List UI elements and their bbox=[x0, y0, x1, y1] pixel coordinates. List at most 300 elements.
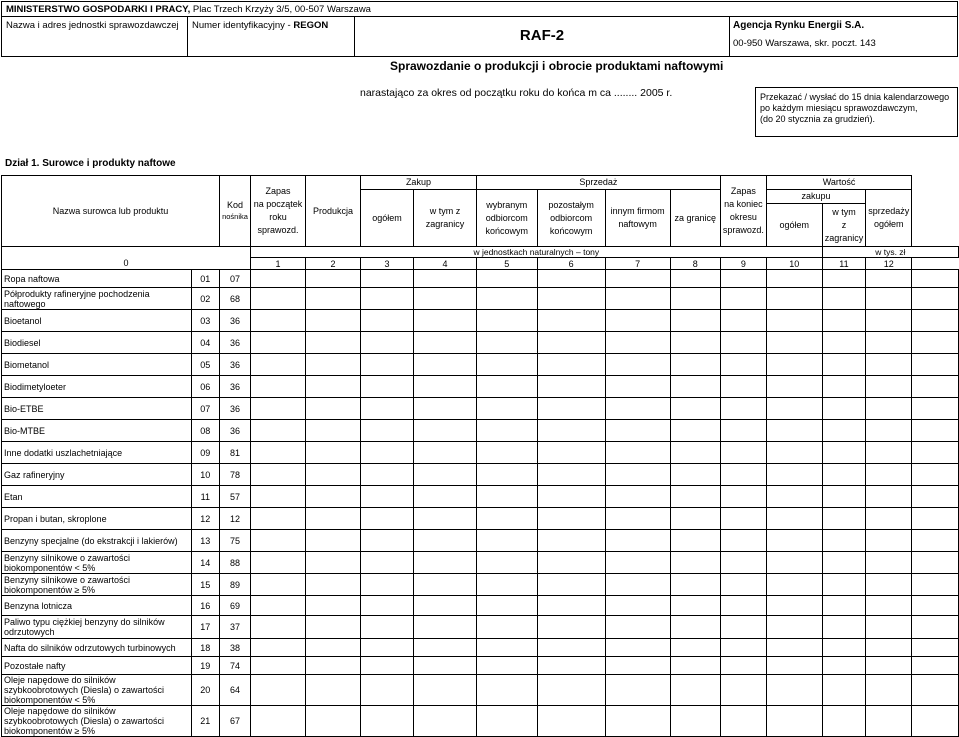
input-cell[interactable] bbox=[822, 706, 866, 737]
input-cell[interactable] bbox=[537, 596, 605, 616]
input-cell[interactable] bbox=[720, 398, 766, 420]
input-cell[interactable] bbox=[912, 270, 959, 288]
input-cell[interactable] bbox=[670, 420, 720, 442]
input-cell[interactable] bbox=[605, 639, 670, 657]
input-cell[interactable] bbox=[866, 442, 912, 464]
input-cell[interactable] bbox=[605, 574, 670, 596]
input-cell[interactable] bbox=[476, 398, 537, 420]
input-cell[interactable] bbox=[866, 310, 912, 332]
input-cell[interactable] bbox=[305, 442, 360, 464]
input-cell[interactable] bbox=[822, 464, 866, 486]
input-cell[interactable] bbox=[912, 288, 959, 310]
input-cell[interactable] bbox=[476, 706, 537, 737]
input-cell[interactable] bbox=[912, 310, 959, 332]
input-cell[interactable] bbox=[766, 675, 822, 706]
input-cell[interactable] bbox=[250, 639, 305, 657]
input-cell[interactable] bbox=[670, 442, 720, 464]
input-cell[interactable] bbox=[720, 442, 766, 464]
input-cell[interactable] bbox=[912, 657, 959, 675]
input-cell[interactable] bbox=[822, 596, 866, 616]
row-kod: 67 bbox=[220, 706, 251, 737]
input-cell[interactable] bbox=[476, 657, 537, 675]
input-cell[interactable] bbox=[766, 464, 822, 486]
input-cell[interactable] bbox=[670, 657, 720, 675]
input-cell[interactable] bbox=[720, 270, 766, 288]
input-cell[interactable] bbox=[414, 530, 477, 552]
input-cell[interactable] bbox=[360, 530, 413, 552]
input-cell[interactable] bbox=[476, 552, 537, 574]
input-cell[interactable] bbox=[605, 675, 670, 706]
input-cell[interactable] bbox=[537, 288, 605, 310]
input-cell[interactable] bbox=[414, 706, 477, 737]
input-cell[interactable] bbox=[414, 486, 477, 508]
input-cell[interactable] bbox=[866, 486, 912, 508]
input-cell[interactable] bbox=[537, 530, 605, 552]
input-cell[interactable] bbox=[305, 354, 360, 376]
input-cell[interactable] bbox=[720, 675, 766, 706]
input-cell[interactable] bbox=[766, 398, 822, 420]
input-cell[interactable] bbox=[414, 288, 477, 310]
input-cell[interactable] bbox=[766, 552, 822, 574]
input-cell[interactable] bbox=[912, 574, 959, 596]
input-cell[interactable] bbox=[670, 270, 720, 288]
input-cell[interactable] bbox=[250, 420, 305, 442]
input-cell[interactable] bbox=[605, 270, 670, 288]
input-cell[interactable] bbox=[537, 310, 605, 332]
input-cell[interactable] bbox=[720, 530, 766, 552]
input-cell[interactable] bbox=[360, 288, 413, 310]
input-cell[interactable] bbox=[766, 574, 822, 596]
input-cell[interactable] bbox=[250, 616, 305, 639]
input-cell[interactable] bbox=[866, 657, 912, 675]
input-cell[interactable] bbox=[670, 288, 720, 310]
input-cell[interactable] bbox=[537, 675, 605, 706]
input-cell[interactable] bbox=[766, 508, 822, 530]
input-cell[interactable] bbox=[250, 398, 305, 420]
input-cell[interactable] bbox=[476, 616, 537, 639]
input-cell[interactable] bbox=[250, 376, 305, 398]
input-cell[interactable] bbox=[912, 706, 959, 737]
input-cell[interactable] bbox=[476, 675, 537, 706]
input-cell[interactable] bbox=[822, 310, 866, 332]
input-cell[interactable] bbox=[605, 420, 670, 442]
input-cell[interactable] bbox=[912, 675, 959, 706]
input-cell[interactable] bbox=[360, 398, 413, 420]
input-cell[interactable] bbox=[720, 288, 766, 310]
input-cell[interactable] bbox=[414, 596, 477, 616]
input-cell[interactable] bbox=[537, 398, 605, 420]
input-cell[interactable] bbox=[414, 675, 477, 706]
input-cell[interactable] bbox=[605, 464, 670, 486]
input-cell[interactable] bbox=[766, 596, 822, 616]
row-number: 16 bbox=[191, 596, 220, 616]
input-cell[interactable] bbox=[720, 706, 766, 737]
input-cell[interactable] bbox=[250, 574, 305, 596]
input-cell[interactable] bbox=[537, 486, 605, 508]
input-cell[interactable] bbox=[866, 354, 912, 376]
input-cell[interactable] bbox=[912, 354, 959, 376]
input-cell[interactable] bbox=[766, 639, 822, 657]
table-row bbox=[2, 288, 959, 310]
input-cell[interactable] bbox=[605, 486, 670, 508]
input-cell[interactable] bbox=[866, 464, 912, 486]
input-cell[interactable] bbox=[912, 464, 959, 486]
input-cell[interactable] bbox=[866, 332, 912, 354]
input-cell[interactable] bbox=[305, 675, 360, 706]
input-cell[interactable] bbox=[414, 657, 477, 675]
input-cell[interactable] bbox=[305, 552, 360, 574]
input-cell[interactable] bbox=[866, 596, 912, 616]
table-row bbox=[2, 657, 959, 675]
input-cell[interactable] bbox=[360, 420, 413, 442]
input-cell[interactable] bbox=[866, 508, 912, 530]
input-cell[interactable] bbox=[537, 508, 605, 530]
input-cell[interactable] bbox=[822, 398, 866, 420]
input-cell[interactable] bbox=[605, 616, 670, 639]
input-cell[interactable] bbox=[822, 508, 866, 530]
input-cell[interactable] bbox=[360, 442, 413, 464]
input-cell[interactable] bbox=[250, 310, 305, 332]
input-cell[interactable] bbox=[605, 376, 670, 398]
input-cell[interactable] bbox=[822, 675, 866, 706]
input-cell[interactable] bbox=[476, 639, 537, 657]
input-cell[interactable] bbox=[766, 657, 822, 675]
input-cell[interactable] bbox=[414, 270, 477, 288]
input-cell[interactable] bbox=[360, 657, 413, 675]
input-cell[interactable] bbox=[414, 420, 477, 442]
input-cell[interactable] bbox=[250, 464, 305, 486]
input-cell[interactable] bbox=[605, 530, 670, 552]
input-cell[interactable] bbox=[305, 376, 360, 398]
input-cell[interactable] bbox=[360, 310, 413, 332]
input-cell[interactable] bbox=[670, 596, 720, 616]
input-cell[interactable] bbox=[866, 270, 912, 288]
input-cell[interactable] bbox=[476, 574, 537, 596]
input-cell[interactable] bbox=[476, 442, 537, 464]
input-cell[interactable] bbox=[866, 706, 912, 737]
input-cell[interactable] bbox=[766, 530, 822, 552]
input-cell[interactable] bbox=[250, 552, 305, 574]
row-kod: 75 bbox=[220, 530, 251, 552]
input-cell[interactable] bbox=[912, 398, 959, 420]
units-pln: w tys. zł bbox=[822, 247, 958, 258]
input-cell[interactable] bbox=[537, 574, 605, 596]
input-cell[interactable] bbox=[766, 310, 822, 332]
input-cell[interactable] bbox=[822, 639, 866, 657]
input-cell[interactable] bbox=[605, 657, 670, 675]
input-cell[interactable] bbox=[605, 706, 670, 737]
input-cell[interactable] bbox=[360, 376, 413, 398]
input-cell[interactable] bbox=[670, 706, 720, 737]
input-cell[interactable] bbox=[766, 332, 822, 354]
input-cell[interactable] bbox=[912, 332, 959, 354]
input-cell[interactable] bbox=[476, 354, 537, 376]
input-cell[interactable] bbox=[670, 310, 720, 332]
column-number: 11 bbox=[822, 258, 866, 270]
input-cell[interactable] bbox=[476, 332, 537, 354]
input-cell[interactable] bbox=[360, 486, 413, 508]
deadline-line-1: Przekazać / wysłać do 15 dnia kalendarzowego bbox=[760, 92, 950, 102]
input-cell[interactable] bbox=[822, 657, 866, 675]
input-cell[interactable] bbox=[720, 508, 766, 530]
input-cell[interactable] bbox=[822, 530, 866, 552]
input-cell[interactable] bbox=[414, 639, 477, 657]
input-cell[interactable] bbox=[720, 657, 766, 675]
input-cell[interactable] bbox=[414, 574, 477, 596]
input-cell[interactable] bbox=[476, 508, 537, 530]
input-cell[interactable] bbox=[537, 639, 605, 657]
units-spacer bbox=[2, 247, 251, 258]
input-cell[interactable] bbox=[414, 398, 477, 420]
input-cell[interactable] bbox=[605, 398, 670, 420]
input-cell[interactable] bbox=[605, 508, 670, 530]
input-cell[interactable] bbox=[822, 574, 866, 596]
input-cell[interactable] bbox=[912, 596, 959, 616]
row-number: 11 bbox=[191, 486, 220, 508]
input-cell[interactable] bbox=[476, 420, 537, 442]
input-cell[interactable] bbox=[414, 552, 477, 574]
input-cell[interactable] bbox=[250, 486, 305, 508]
input-cell[interactable] bbox=[720, 420, 766, 442]
input-cell[interactable] bbox=[670, 398, 720, 420]
input-cell[interactable] bbox=[360, 508, 413, 530]
input-cell[interactable] bbox=[305, 270, 360, 288]
row-number: 14 bbox=[191, 552, 220, 574]
input-cell[interactable] bbox=[250, 270, 305, 288]
input-cell[interactable] bbox=[305, 288, 360, 310]
input-cell[interactable] bbox=[414, 616, 477, 639]
input-cell[interactable] bbox=[476, 310, 537, 332]
input-cell[interactable] bbox=[537, 354, 605, 376]
row-kod: 36 bbox=[220, 332, 251, 354]
input-cell[interactable] bbox=[822, 270, 866, 288]
input-cell[interactable] bbox=[414, 442, 477, 464]
input-cell[interactable] bbox=[360, 552, 413, 574]
row-name: Etan bbox=[2, 486, 192, 508]
input-cell[interactable] bbox=[250, 675, 305, 706]
input-cell[interactable] bbox=[866, 420, 912, 442]
row-kod: 88 bbox=[220, 552, 251, 574]
input-cell[interactable] bbox=[822, 486, 866, 508]
input-cell[interactable] bbox=[537, 420, 605, 442]
row-name: Biodimetyloeter bbox=[2, 376, 192, 398]
input-cell[interactable] bbox=[305, 508, 360, 530]
input-cell[interactable] bbox=[305, 596, 360, 616]
input-cell[interactable] bbox=[605, 596, 670, 616]
input-cell[interactable] bbox=[670, 616, 720, 639]
input-cell[interactable] bbox=[537, 657, 605, 675]
input-cell[interactable] bbox=[476, 288, 537, 310]
input-cell[interactable] bbox=[912, 508, 959, 530]
input-cell[interactable] bbox=[360, 332, 413, 354]
table-row bbox=[2, 508, 959, 530]
input-cell[interactable] bbox=[414, 376, 477, 398]
input-cell[interactable] bbox=[766, 442, 822, 464]
input-cell[interactable] bbox=[360, 596, 413, 616]
col-wartosc-header: Wartość bbox=[766, 176, 911, 190]
row-number: 02 bbox=[191, 288, 220, 310]
row-name: Półprodukty rafineryjne pochodzenia naftowego bbox=[2, 288, 192, 310]
input-cell[interactable] bbox=[720, 639, 766, 657]
input-cell[interactable] bbox=[305, 574, 360, 596]
input-cell[interactable] bbox=[305, 486, 360, 508]
input-cell[interactable] bbox=[912, 530, 959, 552]
input-cell[interactable] bbox=[305, 310, 360, 332]
input-cell[interactable] bbox=[720, 354, 766, 376]
input-cell[interactable] bbox=[720, 486, 766, 508]
row-number: 15 bbox=[191, 574, 220, 596]
input-cell[interactable] bbox=[766, 270, 822, 288]
input-cell[interactable] bbox=[360, 574, 413, 596]
input-cell[interactable] bbox=[305, 332, 360, 354]
input-cell[interactable] bbox=[766, 354, 822, 376]
input-cell[interactable] bbox=[766, 288, 822, 310]
input-cell[interactable] bbox=[912, 616, 959, 639]
input-cell[interactable] bbox=[605, 552, 670, 574]
input-cell[interactable] bbox=[537, 376, 605, 398]
input-cell[interactable] bbox=[305, 657, 360, 675]
input-cell[interactable] bbox=[537, 616, 605, 639]
input-cell[interactable] bbox=[605, 332, 670, 354]
input-cell[interactable] bbox=[912, 486, 959, 508]
input-cell[interactable] bbox=[476, 530, 537, 552]
row-kod: 81 bbox=[220, 442, 251, 464]
input-cell[interactable] bbox=[360, 464, 413, 486]
input-cell[interactable] bbox=[250, 657, 305, 675]
input-cell[interactable] bbox=[822, 288, 866, 310]
input-cell[interactable] bbox=[670, 376, 720, 398]
input-cell[interactable] bbox=[766, 486, 822, 508]
input-cell[interactable] bbox=[766, 420, 822, 442]
input-cell[interactable] bbox=[605, 442, 670, 464]
input-cell[interactable] bbox=[537, 464, 605, 486]
input-cell[interactable] bbox=[720, 310, 766, 332]
input-cell[interactable] bbox=[912, 420, 959, 442]
input-cell[interactable] bbox=[720, 464, 766, 486]
input-cell[interactable] bbox=[720, 376, 766, 398]
input-cell[interactable] bbox=[866, 639, 912, 657]
input-cell[interactable] bbox=[670, 530, 720, 552]
input-cell[interactable] bbox=[414, 332, 477, 354]
input-cell[interactable] bbox=[866, 574, 912, 596]
input-cell[interactable] bbox=[866, 530, 912, 552]
input-cell[interactable] bbox=[912, 552, 959, 574]
input-cell[interactable] bbox=[476, 486, 537, 508]
input-cell[interactable] bbox=[476, 596, 537, 616]
report-title: Sprawozdanie o produkcji i obrocie produktami naftowymi bbox=[390, 59, 724, 73]
input-cell[interactable] bbox=[720, 552, 766, 574]
input-cell[interactable] bbox=[670, 552, 720, 574]
input-cell[interactable] bbox=[670, 332, 720, 354]
input-cell[interactable] bbox=[670, 639, 720, 657]
column-number: 5 bbox=[476, 258, 537, 270]
input-cell[interactable] bbox=[250, 706, 305, 737]
input-cell[interactable] bbox=[866, 398, 912, 420]
input-cell[interactable] bbox=[670, 508, 720, 530]
input-cell[interactable] bbox=[766, 376, 822, 398]
input-cell[interactable] bbox=[912, 376, 959, 398]
input-cell[interactable] bbox=[866, 552, 912, 574]
input-cell[interactable] bbox=[414, 310, 477, 332]
input-cell[interactable] bbox=[250, 596, 305, 616]
input-cell[interactable] bbox=[537, 332, 605, 354]
input-cell[interactable] bbox=[670, 486, 720, 508]
input-cell[interactable] bbox=[476, 464, 537, 486]
input-cell[interactable] bbox=[305, 530, 360, 552]
input-cell[interactable] bbox=[670, 354, 720, 376]
input-cell[interactable] bbox=[476, 376, 537, 398]
input-cell[interactable] bbox=[360, 270, 413, 288]
input-cell[interactable] bbox=[670, 464, 720, 486]
input-cell[interactable] bbox=[866, 616, 912, 639]
input-cell[interactable] bbox=[250, 332, 305, 354]
input-cell[interactable] bbox=[912, 442, 959, 464]
input-cell[interactable] bbox=[866, 675, 912, 706]
input-cell[interactable] bbox=[250, 508, 305, 530]
input-cell[interactable] bbox=[866, 288, 912, 310]
input-cell[interactable] bbox=[822, 420, 866, 442]
input-cell[interactable] bbox=[250, 354, 305, 376]
regon-box[interactable] bbox=[188, 17, 355, 57]
input-cell[interactable] bbox=[822, 376, 866, 398]
input-cell[interactable] bbox=[360, 639, 413, 657]
input-cell[interactable] bbox=[476, 270, 537, 288]
input-cell[interactable] bbox=[537, 552, 605, 574]
input-cell[interactable] bbox=[250, 288, 305, 310]
input-cell[interactable] bbox=[305, 398, 360, 420]
input-cell[interactable] bbox=[414, 354, 477, 376]
input-cell[interactable] bbox=[766, 706, 822, 737]
input-cell[interactable] bbox=[537, 270, 605, 288]
input-cell[interactable] bbox=[414, 464, 477, 486]
deadline-line-3: (do 20 stycznia za grudzień). bbox=[760, 114, 876, 124]
input-cell[interactable] bbox=[305, 639, 360, 657]
input-cell[interactable] bbox=[305, 616, 360, 639]
input-cell[interactable] bbox=[605, 288, 670, 310]
input-cell[interactable] bbox=[720, 596, 766, 616]
reporter-box[interactable] bbox=[1, 17, 188, 57]
input-cell[interactable] bbox=[414, 508, 477, 530]
input-cell[interactable] bbox=[822, 616, 866, 639]
input-cell[interactable] bbox=[822, 354, 866, 376]
input-cell[interactable] bbox=[822, 442, 866, 464]
input-cell[interactable] bbox=[537, 706, 605, 737]
input-cell[interactable] bbox=[250, 442, 305, 464]
input-cell[interactable] bbox=[720, 332, 766, 354]
input-cell[interactable] bbox=[912, 639, 959, 657]
input-cell[interactable] bbox=[605, 354, 670, 376]
input-cell[interactable] bbox=[720, 574, 766, 596]
input-cell[interactable] bbox=[360, 616, 413, 639]
input-cell[interactable] bbox=[360, 675, 413, 706]
input-cell[interactable] bbox=[670, 675, 720, 706]
input-cell[interactable] bbox=[822, 552, 866, 574]
input-cell[interactable] bbox=[605, 310, 670, 332]
input-cell[interactable] bbox=[305, 420, 360, 442]
input-cell[interactable] bbox=[670, 574, 720, 596]
input-cell[interactable] bbox=[720, 616, 766, 639]
input-cell[interactable] bbox=[866, 376, 912, 398]
col-pozostalym: pozostałym odbiorcom końcowym bbox=[537, 190, 605, 247]
input-cell[interactable] bbox=[360, 706, 413, 737]
input-cell[interactable] bbox=[766, 616, 822, 639]
input-cell[interactable] bbox=[250, 530, 305, 552]
input-cell[interactable] bbox=[305, 464, 360, 486]
input-cell[interactable] bbox=[305, 706, 360, 737]
input-cell[interactable] bbox=[360, 354, 413, 376]
input-cell[interactable] bbox=[822, 332, 866, 354]
input-cell[interactable] bbox=[537, 442, 605, 464]
